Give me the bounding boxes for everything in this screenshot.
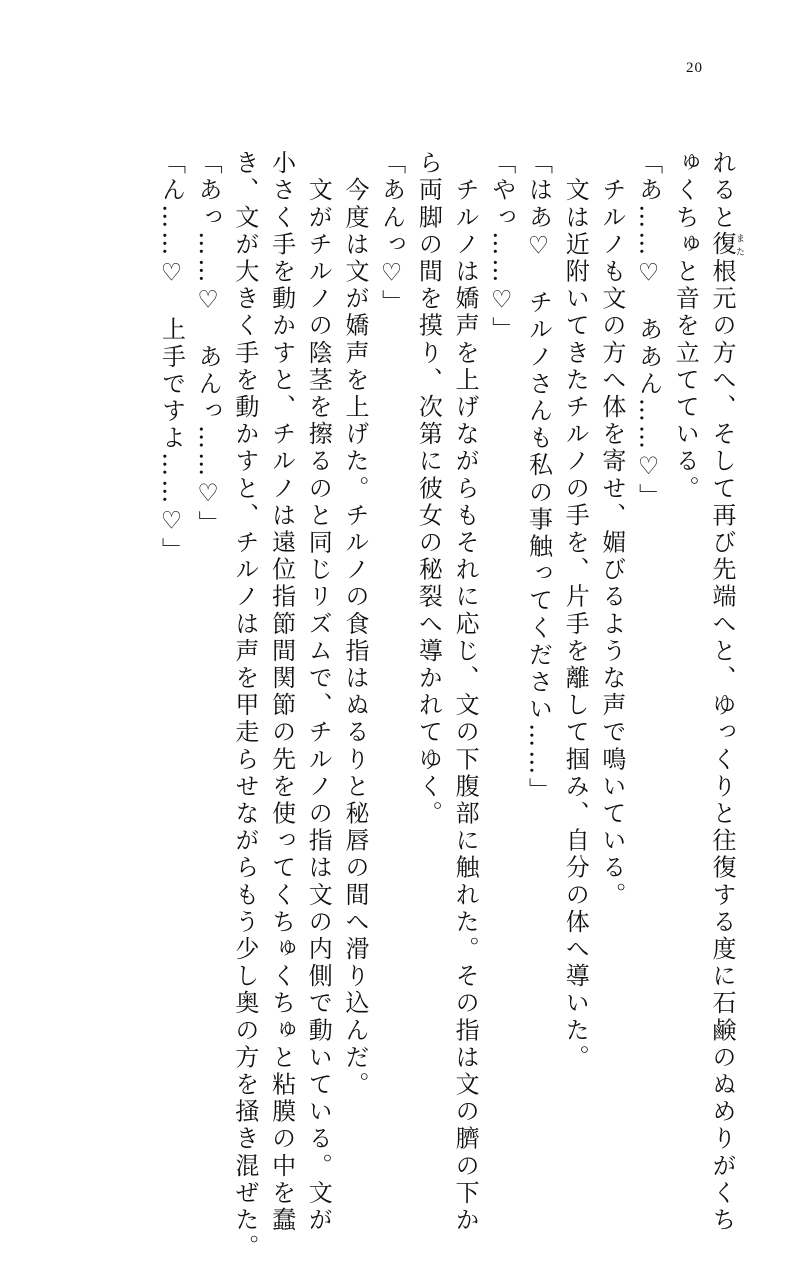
ruby-base: 復 (708, 231, 736, 259)
text-line: 小さく手を動かすと、チルノは遠位指節間関節の先を使ってくちゅくちゅと粘膜の中を蠢 (267, 150, 296, 1234)
text-segment: 根元の方へ、そして再び先端へと、ゆっくりと往復する度に石鹸のぬめりがくち (708, 258, 736, 1235)
text-line: チルノも文の方へ体を寄せ、媚びるような声で鳴いている。 (597, 150, 626, 909)
text-line: ゅくちゅと音を立てている。 (671, 150, 700, 503)
text-line: 「あっ……♡ あんっ……♡」 (194, 150, 223, 538)
text-line: き、文が大きく手を動かすと、チルノは声を甲走らせながらもう少し奥の方を掻き混ぜた。 (230, 150, 259, 1261)
text-line: 「やっ……♡」 (487, 150, 516, 344)
text-line: 文は近附いてきたチルノの手を、片手を離して掴み、自分の体へ導いた。 (561, 150, 590, 1072)
text-segment: れると (708, 150, 736, 232)
text-line (703, 150, 744, 1235)
text-line: 今度は文が嬌声を上げた。チルノの食指はぬるりと秘唇の間へ滑り込んだ。 (340, 150, 369, 1099)
ruby-annotation (708, 231, 744, 259)
text-line: 「ん……♡ 上手ですよ……♡」 (157, 150, 186, 565)
text-line: チルノは嬌声を上げながらもそれに応じ、文の下腹部に触れた。その指は文の臍の下か (451, 150, 480, 1234)
text-line: 文がチルノの陰茎を擦るのと同じリズムで、チルノの指は文の内側で動いている。文が (304, 150, 333, 1234)
text-line: ら両脚の間を摸り、次第に彼女の秘裂へ導かれてゆく。 (414, 150, 443, 828)
text-line: 「あんっ♡」 (377, 150, 406, 317)
page-number: 20 (686, 60, 703, 76)
ruby-text: また (734, 231, 744, 259)
body-text (153, 150, 744, 1261)
text-line: 「あ……♡ ああん……♡」 (634, 150, 663, 511)
text-line: 「はあ♡ チルノさんも私の事触ってください……」 (524, 150, 553, 805)
